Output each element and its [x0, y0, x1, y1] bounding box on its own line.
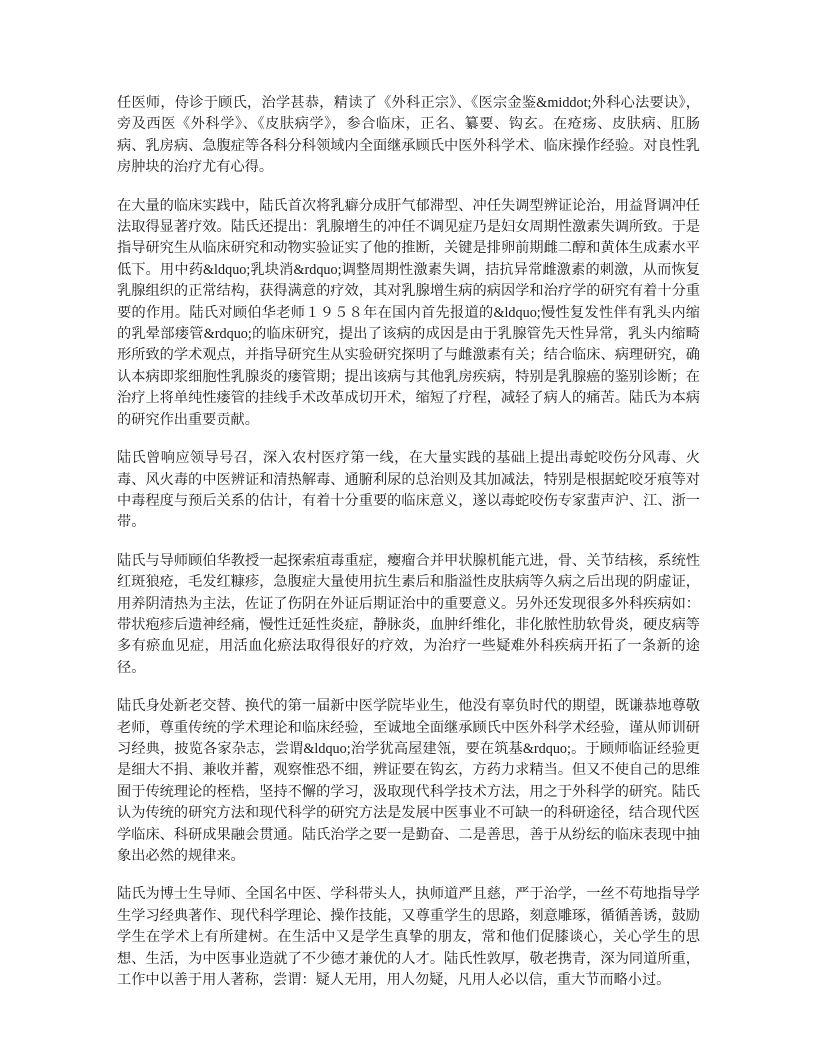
paragraph-mentorship-character: 陆氏为博士生导师、全国名中医、学科带头人，执师道严且慈，严于治学，一丝不苟地指导学生学习经典著作、现代科学理论、操作技能，又尊重学生的思路，刻意雕琢，循循善诱，鼓励学生在学术上有所建树。在生活中又是学生真挚的朋友，常和他们促膝谈心，关心学生的思想、生活，为中医事业造就了不少德才兼优的人才。陆氏性敦厚，敬老携青，深为同道所重，工作中以善于用人著称，尝谓：疑人无用，用人勿疑，凡用人必以信，重大节而略小过。: [117, 886, 700, 989]
paragraph-breast-disease-research: 在大量的临床实践中，陆氏首次将乳癖分成肝气郁滞型、冲任失调型辨证论治，用益肾调冲任法取得显著疗效。陆氏还提出：乳腺增生的冲任不调见症乃是妇女周期性激素失调所致。于是指导研究生从临床研究和动物实验证实了他的推断，关键是排卵前期雌二醇和黄体生成素水平低下。用中药&ldquo;乳块消&rdquo;调整周期性激素失调，拮抗异常雌激素的刺激，从而恢复乳腺组织的正常结构，获得满意的疗效，其对乳腺增生病的病因学和治疗学的研究有着十分重要的作用。陆氏对顾伯华老师１９５８年在国内首先报道的&ldquo;慢性复发性伴有乳头内缩的乳晕部瘘管&rdquo;的临床研究，提出了该病的成因是由于乳腺管先天性异常，乳头内缩畸形所致的学术观点，并指导研究生从实验研究探明了与雌激素有关；结合临床、病理研究，确认本病即浆细胞性乳腺炎的瘘管期；提出该病与其他乳房疾病，特别是乳腺癌的鉴别诊断；在治疗上将单纯性瘘管的挂线手术改革成切开术，缩短了疗程，减轻了病人的痛苦。陆氏为本病的研究作出重要贡献。: [117, 197, 700, 428]
paragraph-surgical-exploration: 陆氏与导师顾伯华教授一起探索疽毒重症，瘿瘤合并甲状腺机能亢进，骨、关节结核，系统性红斑狼疮，毛发红糠疹，急腹症大量使用抗生素后和脂溢性皮肤病等久病之后出现的阴虚证，用养阴清热为主法，佐证了伤阴在外证后期证治中的重要意义。另外还发现很多外科疾病如：带状疱疹后遗神经痛，慢性迁延性炎症，静脉炎，血肿纤维化，非化脓性肋软骨炎，硬皮病等多有瘀血见症，用活血化瘀法取得很好的疗效，为治疗一些疑难外科疾病开拓了一条新的途径。: [117, 552, 700, 676]
paragraph-biography-intro: 任医师，侍诊于顾氏，治学甚恭，精读了《外科正宗》、《医宗金鉴&middot;外科心法要诀》，旁及西医《外科学》、《皮肤病学》，参合临床，正名、纂要、钩玄。在疮疡、皮肤病、肛肠病、乳房病、急腹症等各科分科领域内全面继承顾氏中医外科学术、临床操作经验。对良性乳房肿块的治疗尤有心得。: [117, 95, 700, 176]
paragraph-snakebite-expertise: 陆氏曾响应领导号召，深入农村医疗第一线，在大量实践的基础上提出毒蛇咬伤分风毒、火毒、风火毒的中医辨证和清热解毒、通腑利尿的总治则及其加减法，特别是根据蛇咬牙痕等对中毒程度与预后关系的估计，有着十分重要的临床意义，遂以毒蛇咬伤专家蜚声沪、江、浙一带。: [117, 450, 700, 531]
paragraph-scholarship-approach: 陆氏身处新老交替、换代的第一届新中医学院毕业生，他没有辜负时代的期望，既谦恭地尊敬老师，尊重传统的学术理论和临床经验，至诚地全面继承顾氏中医外科学术经验，谨从师训研习经典，披览各家杂志，尝谓&ldquo;治学犹高屋建瓴，要在筑基&rdquo;。于顾师临证经验更是细大不捐、兼收并蓄，观察惟恐不细，辨证要在钩玄，方药力求精当。但又不使自己的思维囿于传统理论的桎梏，坚持不懈的学习，汲取现代科学技术方法，用之于外科学的研究。陆氏认为传统的研究方法和现代科学的研究方法是发展中医事业不可缺一的科研途径，结合现代医学临床、科研成果融会贯通。陆氏治学之要一是勤奋、二是善思，善于从纷纭的临床表现中抽象出必然的规律来。: [117, 698, 700, 864]
